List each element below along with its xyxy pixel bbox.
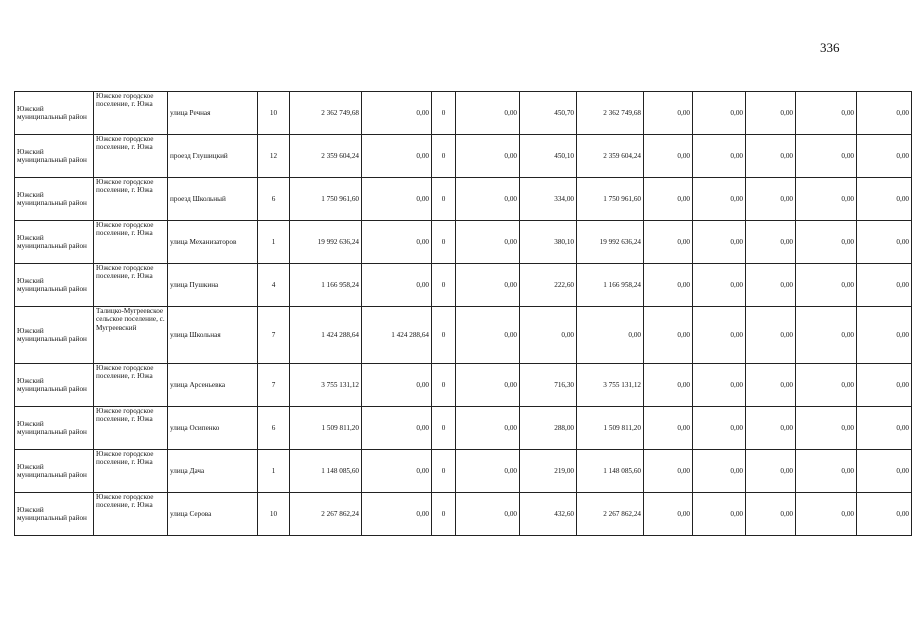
value-cell-10: 0,00 — [796, 493, 857, 536]
settlement-cell: Южское городское поселение, г. Южа — [94, 135, 168, 178]
street-cell: улица Дача — [168, 450, 258, 493]
value-cell-6: 19 992 636,24 — [577, 221, 644, 264]
value-cell-2: 0,00 — [362, 364, 432, 407]
value-cell-7: 0,00 — [644, 135, 693, 178]
value-cell-6: 3 755 131,12 — [577, 364, 644, 407]
value-cell-9: 0,00 — [746, 364, 796, 407]
value-cell-8: 0,00 — [693, 92, 746, 135]
value-cell-5: 288,00 — [520, 407, 577, 450]
value-cell-6: 1 509 811,20 — [577, 407, 644, 450]
value-cell-9: 0,00 — [746, 493, 796, 536]
district-cell: Южский муниципальный район — [15, 92, 94, 135]
value-cell-2: 0,00 — [362, 450, 432, 493]
value-cell-3: 0 — [432, 493, 456, 536]
value-cell-2: 0,00 — [362, 264, 432, 307]
value-cell-7: 0,00 — [644, 407, 693, 450]
value-cell-10: 0,00 — [796, 407, 857, 450]
table-row — [15, 264, 912, 307]
value-cell-9: 0,00 — [746, 221, 796, 264]
value-cell-4: 0,00 — [456, 92, 520, 135]
district-cell: Южский муниципальный район — [15, 135, 94, 178]
value-cell-8: 0,00 — [693, 450, 746, 493]
value-cell-7: 0,00 — [644, 493, 693, 536]
street-cell: улица Механизаторов — [168, 221, 258, 264]
value-cell-10: 0,00 — [796, 264, 857, 307]
street-cell: улица Осипенко — [168, 407, 258, 450]
value-cell-11: 0,00 — [857, 264, 912, 307]
page-number: 336 — [820, 40, 840, 55]
value-cell-6: 2 362 749,68 — [577, 92, 644, 135]
value-cell-1: 3 755 131,12 — [290, 364, 362, 407]
value-cell-5: 219,00 — [520, 450, 577, 493]
value-cell-2: 1 424 288,64 — [362, 307, 432, 364]
table-body — [15, 92, 912, 536]
district-cell: Южский муниципальный район — [15, 493, 94, 536]
value-cell-8: 0,00 — [693, 135, 746, 178]
value-cell-8: 0,00 — [693, 307, 746, 364]
count-cell: 6 — [258, 407, 290, 450]
value-cell-11: 0,00 — [857, 221, 912, 264]
value-cell-2: 0,00 — [362, 493, 432, 536]
value-cell-2: 0,00 — [362, 135, 432, 178]
value-cell-5: 450,10 — [520, 135, 577, 178]
value-cell-2: 0,00 — [362, 407, 432, 450]
value-cell-10: 0,00 — [796, 135, 857, 178]
value-cell-8: 0,00 — [693, 178, 746, 221]
value-cell-9: 0,00 — [746, 92, 796, 135]
value-cell-7: 0,00 — [644, 92, 693, 135]
value-cell-6: 1 166 958,24 — [577, 264, 644, 307]
street-cell: проезд Школьный — [168, 178, 258, 221]
value-cell-9: 0,00 — [746, 178, 796, 221]
value-cell-11: 0,00 — [857, 178, 912, 221]
value-cell-6: 1 750 961,60 — [577, 178, 644, 221]
value-cell-11: 0,00 — [857, 307, 912, 364]
count-cell: 7 — [258, 364, 290, 407]
value-cell-1: 1 509 811,20 — [290, 407, 362, 450]
value-cell-7: 0,00 — [644, 364, 693, 407]
value-cell-7: 0,00 — [644, 221, 693, 264]
value-cell-7: 0,00 — [644, 450, 693, 493]
value-cell-8: 0,00 — [693, 493, 746, 536]
value-cell-7: 0,00 — [644, 264, 693, 307]
value-cell-3: 0 — [432, 264, 456, 307]
value-cell-7: 0,00 — [644, 178, 693, 221]
street-cell: улица Школьная — [168, 307, 258, 364]
value-cell-8: 0,00 — [693, 364, 746, 407]
street-cell: улица Пушкина — [168, 264, 258, 307]
value-cell-3: 0 — [432, 450, 456, 493]
value-cell-1: 1 148 085,60 — [290, 450, 362, 493]
value-cell-10: 0,00 — [796, 307, 857, 364]
value-cell-3: 0 — [432, 135, 456, 178]
district-cell: Южский муниципальный район — [15, 307, 94, 364]
value-cell-4: 0,00 — [456, 221, 520, 264]
table-row — [15, 493, 912, 536]
value-cell-9: 0,00 — [746, 135, 796, 178]
value-cell-3: 0 — [432, 364, 456, 407]
value-cell-3: 0 — [432, 221, 456, 264]
value-cell-3: 0 — [432, 407, 456, 450]
count-cell: 10 — [258, 493, 290, 536]
value-cell-4: 0,00 — [456, 364, 520, 407]
count-cell: 10 — [258, 92, 290, 135]
settlement-cell: Южское городское поселение, г. Южа — [94, 364, 168, 407]
value-cell-11: 0,00 — [857, 493, 912, 536]
value-cell-10: 0,00 — [796, 178, 857, 221]
count-cell: 4 — [258, 264, 290, 307]
value-cell-3: 0 — [432, 92, 456, 135]
value-cell-11: 0,00 — [857, 407, 912, 450]
table-row — [15, 135, 912, 178]
settlement-cell: Южское городское поселение, г. Южа — [94, 178, 168, 221]
value-cell-1: 1 424 288,64 — [290, 307, 362, 364]
value-cell-3: 0 — [432, 307, 456, 364]
value-cell-4: 0,00 — [456, 307, 520, 364]
value-cell-10: 0,00 — [796, 364, 857, 407]
value-cell-4: 0,00 — [456, 264, 520, 307]
value-cell-1: 1 750 961,60 — [290, 178, 362, 221]
settlement-cell: Южское городское поселение, г. Южа — [94, 264, 168, 307]
value-cell-2: 0,00 — [362, 92, 432, 135]
value-cell-1: 2 267 862,24 — [290, 493, 362, 536]
value-cell-4: 0,00 — [456, 493, 520, 536]
value-cell-10: 0,00 — [796, 450, 857, 493]
count-cell: 7 — [258, 307, 290, 364]
value-cell-10: 0,00 — [796, 92, 857, 135]
value-cell-6: 2 359 604,24 — [577, 135, 644, 178]
value-cell-1: 1 166 958,24 — [290, 264, 362, 307]
settlement-cell: Южское городское поселение, г. Южа — [94, 450, 168, 493]
value-cell-3: 0 — [432, 178, 456, 221]
value-cell-4: 0,00 — [456, 407, 520, 450]
value-cell-5: 450,70 — [520, 92, 577, 135]
district-cell: Южский муниципальный район — [15, 264, 94, 307]
district-cell: Южский муниципальный район — [15, 450, 94, 493]
value-cell-10: 0,00 — [796, 221, 857, 264]
district-cell: Южский муниципальный район — [15, 407, 94, 450]
value-cell-5: 380,10 — [520, 221, 577, 264]
table-row — [15, 407, 912, 450]
value-cell-8: 0,00 — [693, 407, 746, 450]
value-cell-9: 0,00 — [746, 407, 796, 450]
street-cell: улица Речная — [168, 92, 258, 135]
value-cell-2: 0,00 — [362, 221, 432, 264]
value-cell-11: 0,00 — [857, 92, 912, 135]
value-cell-9: 0,00 — [746, 450, 796, 493]
value-cell-5: 0,00 — [520, 307, 577, 364]
table-row — [15, 450, 912, 493]
settlement-cell: Южское городское поселение, г. Южа — [94, 221, 168, 264]
district-cell: Южский муниципальный район — [15, 221, 94, 264]
value-cell-4: 0,00 — [456, 450, 520, 493]
district-cell: Южский муниципальный район — [15, 364, 94, 407]
value-cell-6: 1 148 085,60 — [577, 450, 644, 493]
housing-registry-table — [14, 91, 912, 536]
table-row — [15, 364, 912, 407]
value-cell-5: 334,00 — [520, 178, 577, 221]
value-cell-11: 0,00 — [857, 135, 912, 178]
value-cell-9: 0,00 — [746, 264, 796, 307]
street-cell: проезд Глушицкий — [168, 135, 258, 178]
street-cell: улица Арсеньевка — [168, 364, 258, 407]
table-row — [15, 307, 912, 364]
table-row — [15, 178, 912, 221]
value-cell-5: 432,60 — [520, 493, 577, 536]
value-cell-2: 0,00 — [362, 178, 432, 221]
value-cell-8: 0,00 — [693, 264, 746, 307]
value-cell-1: 2 359 604,24 — [290, 135, 362, 178]
count-cell: 1 — [258, 221, 290, 264]
value-cell-6: 2 267 862,24 — [577, 493, 644, 536]
settlement-cell: Южское городское поселение, г. Южа — [94, 92, 168, 135]
value-cell-1: 2 362 749,68 — [290, 92, 362, 135]
value-cell-11: 0,00 — [857, 450, 912, 493]
district-cell: Южский муниципальный район — [15, 178, 94, 221]
count-cell: 12 — [258, 135, 290, 178]
count-cell: 1 — [258, 450, 290, 493]
value-cell-4: 0,00 — [456, 178, 520, 221]
value-cell-5: 222,60 — [520, 264, 577, 307]
value-cell-6: 0,00 — [577, 307, 644, 364]
settlement-cell: Талицко-Мугреевское сельское поселение, с. Мугреевский — [94, 307, 168, 364]
value-cell-5: 716,30 — [520, 364, 577, 407]
settlement-cell: Южское городское поселение, г. Южа — [94, 493, 168, 536]
count-cell: 6 — [258, 178, 290, 221]
value-cell-7: 0,00 — [644, 307, 693, 364]
table-row — [15, 92, 912, 135]
settlement-cell: Южское городское поселение, г. Южа — [94, 407, 168, 450]
value-cell-1: 19 992 636,24 — [290, 221, 362, 264]
value-cell-4: 0,00 — [456, 135, 520, 178]
table-row — [15, 221, 912, 264]
street-cell: улица Серова — [168, 493, 258, 536]
value-cell-8: 0,00 — [693, 221, 746, 264]
value-cell-11: 0,00 — [857, 364, 912, 407]
value-cell-9: 0,00 — [746, 307, 796, 364]
